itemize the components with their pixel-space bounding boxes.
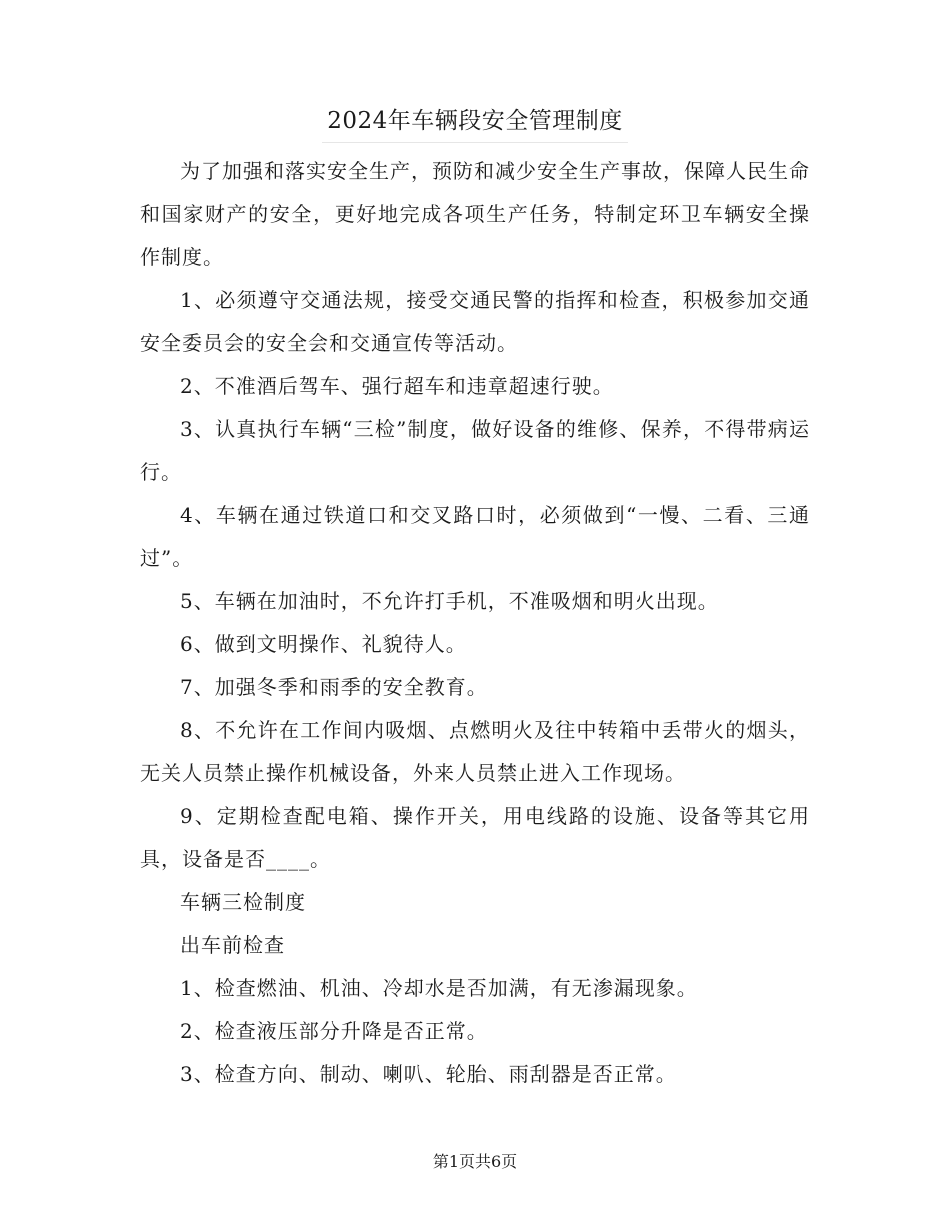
check-item-1: 1、检查燃油、机油、冷却水是否加满，有无渗漏现象。 (180, 976, 698, 1000)
intro-paragraph: 为了加强和落实安全生产，预防和减少安全生产事故，保障人民生命和国家财产的安全，更好地完成各项生产任务，特制定环卫车辆安全操作制度。 (140, 159, 810, 269)
rule-7: 7、加强冬季和雨季的安全教育。 (180, 675, 488, 699)
check-item-2: 2、检查液压部分升降是否正常。 (180, 1019, 488, 1043)
page-number: 第1页共6页 (432, 1152, 518, 1171)
rule-4: 4、车辆在通过铁道口和交叉路口时，必须做到“一慢、二看、三通过”。 (140, 503, 810, 570)
section-title: 车辆三检制度 (180, 890, 306, 914)
title-underline (322, 142, 628, 143)
rule-5: 5、车辆在加油时，不允许打手机，不准吸烟和明火出现。 (180, 589, 719, 613)
rule-9: 9、定期检查配电箱、操作开关，用电线路的设施、设备等其它用具，设备是否____。 (140, 804, 810, 871)
rule-2: 2、不准酒后驾车、强行超车和违章超速行驶。 (180, 374, 614, 398)
rule-8: 8、不允许在工作间内吸烟、点燃明火及往中转箱中丢带火的烟头，无关人员禁止操作机械设备，外来人员禁止进入工作现场。 (140, 718, 810, 785)
check-item-3: 3、检查方向、制动、喇叭、轮胎、雨刮器是否正常。 (180, 1062, 677, 1086)
rule-1: 1、必须遵守交通法规，接受交通民警的指挥和检查，积极参加交通安全委员会的安全会和交通宣传等活动。 (140, 288, 810, 355)
rule-3: 3、认真执行车辆“三检”制度，做好设备的维修、保养，不得带病运行。 (140, 417, 810, 484)
document-body (140, 150, 810, 1096)
rule-6: 6、做到文明操作、礼貌待人。 (180, 632, 467, 656)
subsection-title: 出车前检查 (180, 933, 285, 957)
document-title: 2024年车辆段安全管理制度 (327, 108, 623, 134)
